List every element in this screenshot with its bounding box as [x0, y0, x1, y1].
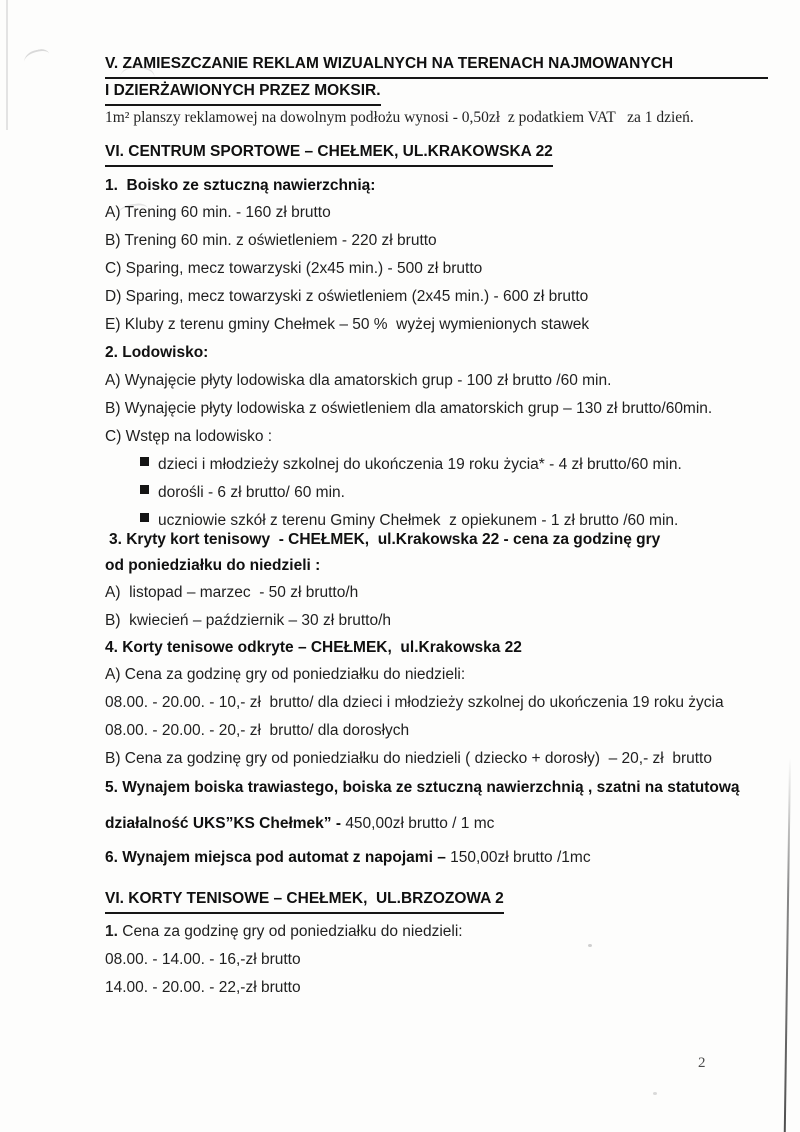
korty-odkryte-heading: 4. Korty tenisowe odkryte – CHEŁMEK, ul.Krakowska 22 [105, 639, 522, 656]
wynajem-uks-line2 [105, 811, 795, 837]
brzozowa-sub-bold: 1. [105, 923, 118, 940]
price-line: D) Sparing, mecz towarzyski z oświetleniem (2x45 min.) - 600 zł brutto [105, 288, 589, 305]
document-content [105, 52, 795, 1002]
price-line: B) Cena za godzinę gry od poniedziałku do niedzieli ( dziecko + dorosły) – 20,- zł brutto [105, 750, 712, 767]
price-line: A) listopad – marzec - 50 zł brutto/h [105, 584, 359, 601]
section-v-heading-line1-text: V. ZAMIESZCZANIE REKLAM WIZUALNYCH NA TERENACH NAJMOWANYCH [105, 52, 768, 79]
price-line: C) Wstęp na lodowisko : [105, 428, 273, 445]
price-line: C) Sparing, mecz towarzyski (2x45 min.) - 500 zł brutto [105, 260, 483, 277]
section-v-heading-line2-text: I DZIERŻAWIONYCH PRZEZ MOKSIR. [105, 79, 381, 106]
price-line: B) Wynajęcie płyty lodowiska z oświetleniem dla amatorskich grup – 130 zł brutto/60min. [105, 400, 713, 417]
square-bullet-icon [140, 457, 149, 466]
automat-line [105, 845, 795, 871]
price-line: 14.00. - 20.00. - 22,-zł brutto [105, 979, 301, 996]
section-centrum-heading [105, 140, 795, 167]
price-line: A) Trening 60 min. - 160 zł brutto [105, 204, 331, 221]
scan-smudge [22, 47, 51, 70]
square-bullet-icon [140, 513, 149, 522]
automat-bold: 6. Wynajem miejsca pod automat z napojami – [105, 849, 451, 866]
section-brzozowa-heading [105, 887, 795, 914]
lodowisko-bullet-list [105, 451, 795, 535]
lodowisko-heading: 2. Lodowisko: [105, 344, 209, 361]
brzozowa-sub-text: Cena za godzinę gry od poniedziałku do niedzieli: [117, 923, 463, 940]
wynajem-uks-line2-bold: działalność UKS”KS Chełmek” - [105, 815, 346, 832]
bullet-text: dorośli - 6 zł brutto/ 60 min. [158, 484, 345, 501]
boisko-heading: 1. Boisko ze sztuczną nawierzchnią: [105, 177, 376, 194]
scan-speck [653, 1092, 657, 1095]
bullet-line [140, 451, 795, 479]
price-line: B) kwiecień – październik – 30 zł brutto/h [105, 612, 392, 629]
section-brzozowa-heading-text: VI. KORTY TENISOWE – CHEŁMEK, UL.BRZOZOWA 2 [105, 887, 504, 914]
price-line: 08.00. - 20.00. - 10,- zł brutto/ dla dzieci i młodzieży szkolnej do ukończenia 19 roku życia [105, 694, 724, 711]
price-line: A) Wynajęcie płyty lodowiska dla amatorskich grup - 100 zł brutto /60 min. [105, 372, 612, 389]
bullet-text: dzieci i młodzieży szkolnej do ukończenia 19 roku życia* - 4 zł brutto/60 min. [158, 456, 682, 473]
price-line: A) Cena za godzinę gry od poniedziałku do niedzieli: [105, 666, 466, 683]
section-v-heading-line1 [105, 52, 795, 79]
price-line: 08.00. - 20.00. - 20,- zł brutto/ dla dorosłych [105, 722, 410, 739]
scan-edge-artifact-left [6, 0, 8, 130]
price-line: 08.00. - 14.00. - 16,-zł brutto [105, 951, 301, 968]
kryty-kort-heading-line1: 3. Kryty kort tenisowy - CHEŁMEK, ul.Krakowska 22 - cena za godzinę gry [109, 531, 661, 548]
automat-price: 150,00zł brutto /1mc [450, 849, 591, 866]
brzozowa-sub-line [105, 918, 795, 946]
section-v-body: 1m² planszy reklamowej na dowolnym podłożu wynosi - 0,50zł z podatkiem VAT za 1 dzień. [105, 109, 694, 126]
price-line: B) Trening 60 min. z oświetleniem - 220 zł brutto [105, 232, 437, 249]
page-number: 2 [698, 1055, 706, 1071]
price-line: E) Kluby z terenu gminy Chełmek – 50 % wyżej wymienionych stawek [105, 316, 590, 333]
wynajem-uks-heading-line1: 5. Wynajem boiska trawiastego, boiska ze sztuczną nawierzchnią , szatni na statutową [105, 779, 740, 796]
square-bullet-icon [140, 485, 149, 494]
kryty-kort-heading-line2: od poniedziałku do niedzieli : [105, 557, 321, 574]
section-v-heading-line2 [105, 79, 795, 106]
wynajem-uks-line2-price: 450,00zł brutto / 1 mc [345, 815, 495, 832]
section-centrum-heading-text: VI. CENTRUM SPORTOWE – CHEŁMEK, UL.KRAKOWSKA 22 [105, 140, 553, 167]
bullet-text: uczniowie szkół z terenu Gminy Chełmek z opiekunem - 1 zł brutto /60 min. [158, 512, 679, 529]
bullet-line [140, 479, 795, 507]
